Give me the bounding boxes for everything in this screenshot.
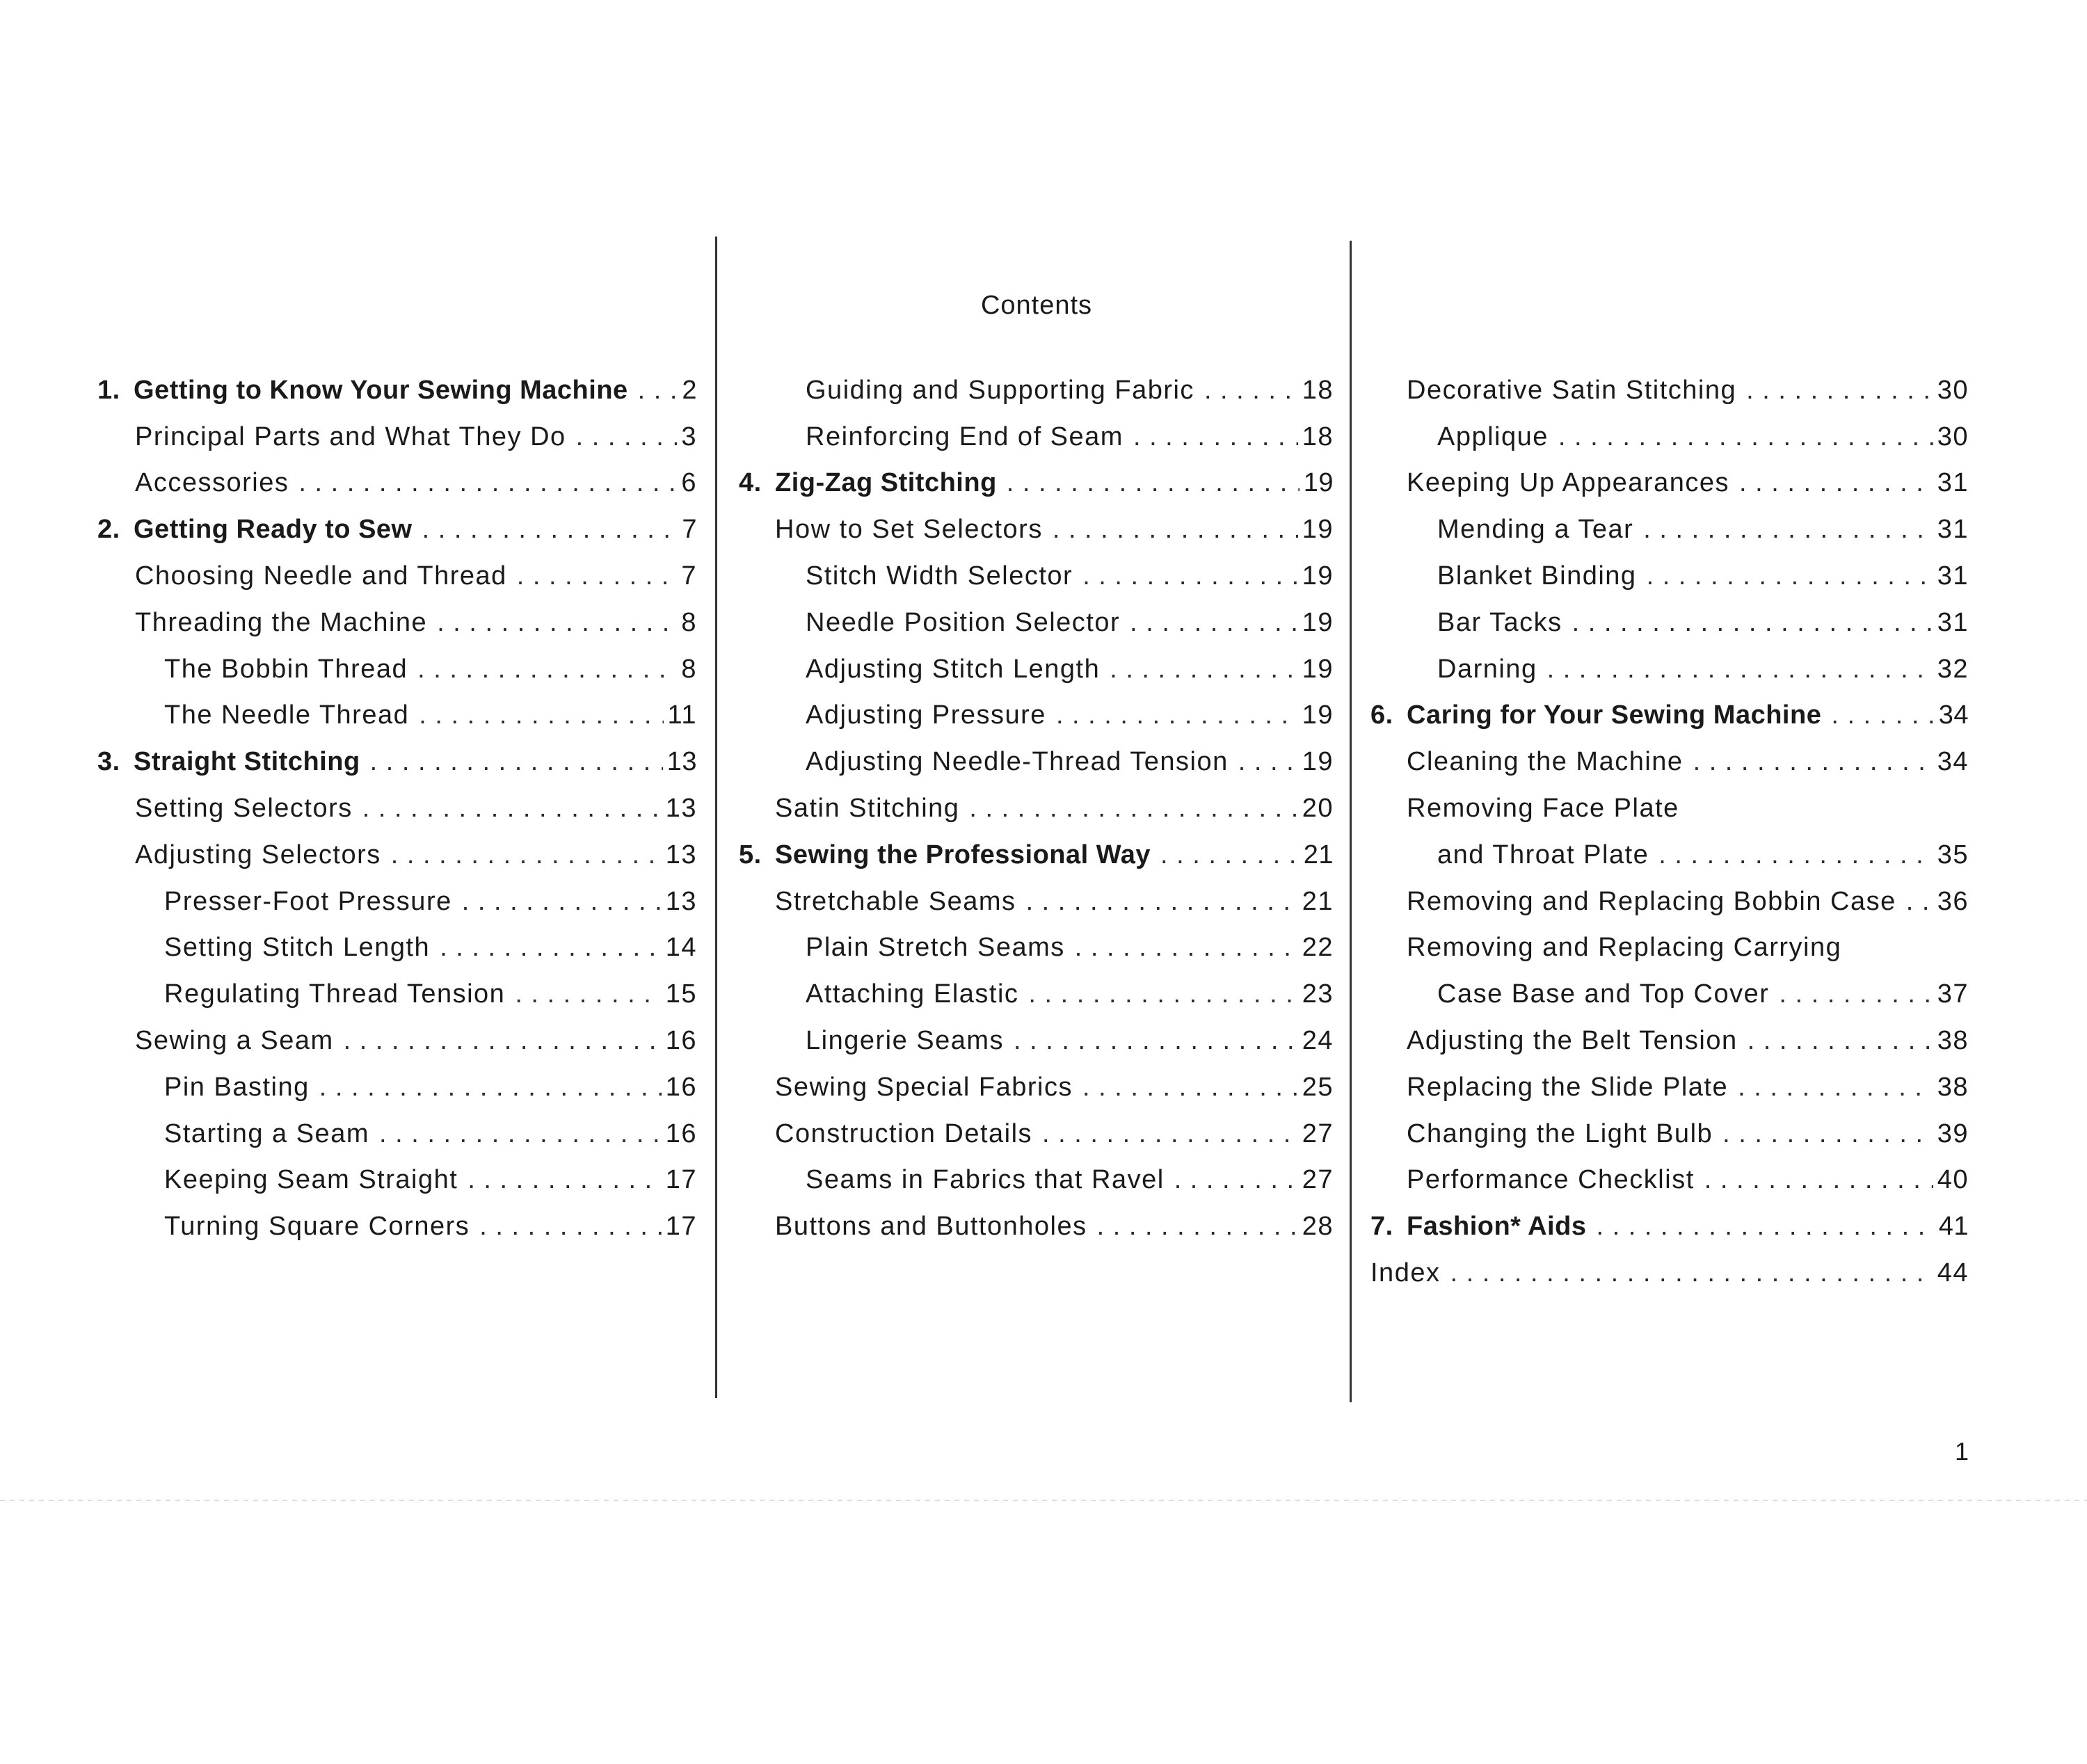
toc-entry-title: Adjusting Pressure bbox=[806, 700, 1046, 730]
toc-entry bbox=[97, 1018, 697, 1064]
toc-entry bbox=[1370, 460, 1969, 507]
toc-entry-page: 6 bbox=[681, 468, 697, 498]
toc-entry bbox=[1370, 971, 1969, 1018]
dot-leader bbox=[1643, 515, 1933, 545]
toc-entry bbox=[97, 1111, 697, 1157]
toc-entry bbox=[739, 832, 1334, 879]
dot-leader bbox=[1906, 887, 1933, 917]
dot-leader bbox=[344, 1026, 662, 1056]
dot-leader bbox=[1596, 1212, 1934, 1242]
toc-entry-page: 13 bbox=[665, 886, 697, 916]
toc-entry bbox=[739, 1018, 1334, 1064]
toc-entry-page: 34 bbox=[1938, 700, 1969, 730]
toc-entry bbox=[1370, 1203, 1969, 1250]
toc-entry-page: 16 bbox=[665, 1026, 697, 1056]
toc-entry-page: 22 bbox=[1302, 933, 1334, 963]
toc-entry-title: Lingerie Seams bbox=[806, 1026, 1005, 1056]
toc-entry bbox=[739, 414, 1334, 460]
toc-entry-number: 7. bbox=[1370, 1212, 1393, 1242]
dot-leader bbox=[1056, 700, 1298, 730]
toc-entry bbox=[1370, 739, 1969, 785]
dot-leader bbox=[1572, 608, 1933, 638]
toc-entry-title: Zig-Zag Stitching bbox=[775, 468, 997, 498]
toc-entry bbox=[739, 1111, 1334, 1157]
dot-leader bbox=[1082, 1073, 1298, 1102]
toc-entry-title: Sewing the Professional Way bbox=[775, 840, 1151, 869]
toc-entry-title: Accessories bbox=[135, 468, 289, 498]
toc-entry-page: 18 bbox=[1302, 375, 1334, 405]
dot-leader bbox=[1075, 933, 1298, 963]
toc-entry-title: Bar Tacks bbox=[1437, 607, 1562, 637]
toc-entry-title: Adjusting Needle-Thread Tension bbox=[806, 747, 1229, 777]
toc-entry-title: Setting Selectors bbox=[135, 794, 353, 824]
toc-entry bbox=[1370, 925, 1969, 972]
dot-leader bbox=[419, 700, 663, 730]
toc-entry-title: Darning bbox=[1437, 654, 1537, 684]
toc-entry-page: 44 bbox=[1937, 1258, 1969, 1288]
toc-entry bbox=[739, 367, 1334, 414]
toc-entry-page: 30 bbox=[1937, 375, 1969, 405]
toc-entry-page: 23 bbox=[1302, 979, 1334, 1009]
toc-entry-title: The Needle Thread bbox=[164, 700, 410, 730]
dot-leader bbox=[362, 794, 662, 824]
toc-entry-title: Needle Position Selector bbox=[806, 607, 1121, 637]
dot-leader bbox=[1748, 1026, 1933, 1056]
toc-entry bbox=[739, 460, 1334, 507]
toc-entry-page: 19 bbox=[1302, 607, 1334, 637]
toc-entry-page: 32 bbox=[1937, 654, 1969, 684]
toc-entry-title: Changing the Light Bulb bbox=[1407, 1118, 1713, 1148]
dot-leader bbox=[1739, 468, 1933, 498]
toc-entry-title: Removing and Replacing Bobbin Case bbox=[1407, 886, 1896, 916]
column-divider-left bbox=[715, 236, 717, 1398]
dot-leader bbox=[1738, 1073, 1933, 1102]
toc-entry-page: 38 bbox=[1937, 1026, 1969, 1056]
dot-leader bbox=[1831, 700, 1934, 730]
toc-entry-page: 16 bbox=[665, 1072, 697, 1102]
toc-entry-page: 35 bbox=[1937, 840, 1969, 869]
toc-entry bbox=[739, 553, 1334, 600]
toc-entry bbox=[1370, 553, 1969, 600]
toc-entry-title: Blanket Binding bbox=[1437, 561, 1637, 591]
toc-entry bbox=[1370, 1064, 1969, 1111]
toc-entry-title: Threading the Machine bbox=[135, 607, 428, 637]
toc-entry-title: Stretchable Seams bbox=[775, 886, 1016, 916]
toc-entry bbox=[97, 879, 697, 925]
toc-entry-title: Straight Stitching bbox=[134, 747, 360, 777]
toc-entry bbox=[1370, 879, 1969, 925]
toc-entry-page: 17 bbox=[665, 1212, 697, 1242]
dot-leader bbox=[1042, 1119, 1298, 1149]
toc-entry-title: Sewing a Seam bbox=[135, 1026, 334, 1056]
toc-entry-page: 41 bbox=[1938, 1212, 1969, 1242]
dot-leader bbox=[1160, 840, 1300, 870]
dot-leader bbox=[1130, 608, 1298, 638]
toc-entry-title: Caring for Your Sewing Machine bbox=[1407, 700, 1822, 730]
toc-entry-page: 21 bbox=[1303, 840, 1334, 869]
dot-leader bbox=[1238, 747, 1298, 777]
toc-entry-number: 1. bbox=[97, 375, 120, 405]
toc-entry-title: Starting a Seam bbox=[164, 1118, 369, 1148]
toc-entry-title: Buttons and Buttonholes bbox=[775, 1212, 1087, 1242]
dot-leader bbox=[298, 468, 677, 498]
toc-entry-page: 2 bbox=[682, 375, 697, 405]
toc-entry bbox=[1370, 1111, 1969, 1157]
toc-entry-page: 14 bbox=[665, 933, 697, 963]
toc-entry-page: 19 bbox=[1302, 747, 1334, 777]
toc-entry-title: Mending a Tear bbox=[1437, 515, 1634, 545]
dot-leader bbox=[1014, 1026, 1298, 1056]
toc-entry bbox=[739, 785, 1334, 832]
toc-entry-title: Applique bbox=[1437, 422, 1549, 451]
toc-entry-page: 11 bbox=[667, 700, 697, 730]
toc-entry-title: Attaching Elastic bbox=[806, 979, 1019, 1009]
toc-entry bbox=[739, 693, 1334, 739]
toc-entry bbox=[739, 1064, 1334, 1111]
scan-artifact-line bbox=[0, 1500, 2087, 1501]
toc-entry bbox=[97, 1157, 697, 1204]
toc-entry-title: Keeping Up Appearances bbox=[1407, 468, 1729, 498]
page-number: 1 bbox=[1955, 1437, 1969, 1466]
dot-leader bbox=[1028, 979, 1297, 1009]
toc-column-1 bbox=[97, 367, 697, 1250]
toc-entry-title: Seams in Fabrics that Ravel bbox=[806, 1165, 1165, 1195]
toc-entry bbox=[739, 739, 1334, 785]
toc-entry-page: 31 bbox=[1937, 515, 1969, 545]
toc-entry bbox=[97, 785, 697, 832]
dot-leader bbox=[1053, 515, 1298, 545]
toc-entry bbox=[97, 925, 697, 972]
toc-entry-title: Removing and Replacing Carrying bbox=[1407, 933, 1842, 963]
toc-entry-page: 30 bbox=[1937, 422, 1969, 451]
toc-entry-page: 16 bbox=[665, 1118, 697, 1148]
toc-entry-title: Adjusting Stitch Length bbox=[806, 654, 1101, 684]
toc-entry bbox=[1370, 832, 1969, 879]
toc-entry bbox=[1370, 506, 1969, 553]
toc-entry bbox=[97, 693, 697, 739]
toc-entry-page: 36 bbox=[1937, 886, 1969, 916]
toc-entry-page: 20 bbox=[1302, 794, 1334, 824]
dot-leader bbox=[1722, 1119, 1933, 1149]
toc-entry-page: 8 bbox=[681, 607, 697, 637]
toc-entry-title: Getting to Know Your Sewing Machine bbox=[134, 375, 628, 405]
toc-entry-page: 21 bbox=[1302, 886, 1334, 916]
toc-entry-title: Reinforcing End of Seam bbox=[806, 422, 1124, 451]
dot-leader bbox=[1647, 561, 1933, 591]
toc-entry-title: Keeping Seam Straight bbox=[164, 1165, 458, 1195]
dot-leader bbox=[1558, 422, 1933, 452]
toc-entry bbox=[1370, 414, 1969, 460]
toc-entry-title: Removing Face Plate bbox=[1407, 794, 1679, 824]
dot-leader bbox=[319, 1073, 662, 1102]
toc-entry-title: Adjusting the Belt Tension bbox=[1407, 1026, 1738, 1056]
toc-entry bbox=[1370, 600, 1969, 646]
toc-entry-title: Case Base and Top Cover bbox=[1437, 979, 1770, 1009]
toc-entry-page: 19 bbox=[1302, 700, 1334, 730]
toc-entry-page: 17 bbox=[665, 1165, 697, 1195]
toc-entry-number: 3. bbox=[97, 747, 120, 777]
dot-leader bbox=[1026, 887, 1298, 917]
toc-entry bbox=[739, 600, 1334, 646]
dot-leader bbox=[1133, 422, 1298, 452]
toc-entry-title: Sewing Special Fabrics bbox=[775, 1072, 1073, 1102]
dot-leader bbox=[467, 1165, 661, 1195]
toc-entry-page: 7 bbox=[681, 561, 697, 591]
toc-entry-number: 4. bbox=[739, 468, 762, 498]
dot-leader bbox=[1110, 655, 1298, 684]
toc-entry-page: 19 bbox=[1303, 468, 1334, 498]
toc-entry bbox=[97, 600, 697, 646]
toc-entry-title: Setting Stitch Length bbox=[164, 933, 431, 963]
dot-leader bbox=[462, 887, 662, 917]
toc-entry bbox=[97, 832, 697, 879]
toc-entry-page: 13 bbox=[665, 794, 697, 824]
toc-entry-title: Presser-Foot Pressure bbox=[164, 886, 452, 916]
dot-leader bbox=[1704, 1165, 1933, 1195]
toc-entry bbox=[97, 646, 697, 693]
dot-leader bbox=[1082, 561, 1298, 591]
toc-entry-title: Pin Basting bbox=[164, 1072, 310, 1102]
page-title: Contents bbox=[980, 291, 1093, 320]
toc-entry-page: 27 bbox=[1302, 1118, 1334, 1148]
toc-entry bbox=[97, 414, 697, 460]
toc-entry-title: Decorative Satin Stitching bbox=[1407, 375, 1737, 405]
toc-entry-page: 28 bbox=[1302, 1212, 1334, 1242]
dot-leader bbox=[479, 1212, 661, 1242]
toc-entry bbox=[97, 506, 697, 553]
toc-entry-page: 8 bbox=[681, 654, 697, 684]
toc-entry-title: and Throat Plate bbox=[1437, 840, 1649, 869]
toc-entry bbox=[97, 739, 697, 785]
toc-column-3 bbox=[1370, 367, 1969, 1297]
toc-entry-page: 3 bbox=[681, 422, 697, 451]
toc-entry bbox=[739, 1203, 1334, 1250]
toc-entry-page: 37 bbox=[1937, 979, 1969, 1009]
toc-entry-title: Plain Stretch Seams bbox=[806, 933, 1065, 963]
toc-entry bbox=[739, 506, 1334, 553]
toc-entry bbox=[1370, 1157, 1969, 1204]
toc-entry bbox=[1370, 693, 1969, 739]
toc-entry bbox=[97, 1203, 697, 1250]
dot-leader bbox=[638, 376, 678, 406]
dot-leader bbox=[440, 933, 662, 963]
toc-entry bbox=[97, 367, 697, 414]
toc-entry-page: 27 bbox=[1302, 1165, 1334, 1195]
dot-leader bbox=[437, 608, 677, 638]
toc-entry bbox=[739, 971, 1334, 1018]
toc-entry-page: 19 bbox=[1302, 654, 1334, 684]
toc-entry-page: 13 bbox=[666, 747, 697, 777]
dot-leader bbox=[1693, 747, 1933, 777]
dot-leader bbox=[1097, 1212, 1298, 1242]
toc-entry bbox=[97, 971, 697, 1018]
toc-entry-page: 25 bbox=[1302, 1072, 1334, 1102]
toc-entry-title: Satin Stitching bbox=[775, 794, 960, 824]
column-divider-right bbox=[1350, 241, 1352, 1402]
toc-entry-page: 7 bbox=[682, 515, 697, 545]
toc-entry-title: Performance Checklist bbox=[1407, 1165, 1695, 1195]
toc-column-2 bbox=[739, 367, 1334, 1250]
toc-entry bbox=[739, 1157, 1334, 1204]
toc-entry-title: Index bbox=[1370, 1258, 1441, 1288]
toc-entry bbox=[739, 879, 1334, 925]
toc-entry-number: 6. bbox=[1370, 700, 1393, 730]
dot-leader bbox=[1547, 655, 1933, 684]
toc-entry-page: 34 bbox=[1937, 747, 1969, 777]
toc-entry-title: Turning Square Corners bbox=[164, 1212, 470, 1242]
toc-entry-title: Replacing the Slide Plate bbox=[1407, 1072, 1729, 1102]
toc-entry-page: 19 bbox=[1302, 515, 1334, 545]
toc-entry-title: Principal Parts and What They Do bbox=[135, 422, 566, 451]
toc-entry-title: Guiding and Supporting Fabric bbox=[806, 375, 1194, 405]
toc-entry bbox=[97, 460, 697, 507]
toc-entry-title: How to Set Selectors bbox=[775, 515, 1043, 545]
toc-entry-page: 40 bbox=[1937, 1165, 1969, 1195]
toc-entry bbox=[1370, 785, 1969, 832]
toc-entry bbox=[1370, 367, 1969, 414]
dot-leader bbox=[391, 840, 662, 870]
toc-entry-title: Getting Ready to Sew bbox=[134, 515, 413, 545]
toc-entry-title: Regulating Thread Tension bbox=[164, 979, 506, 1009]
dot-leader bbox=[515, 979, 661, 1009]
toc-entry-number: 5. bbox=[739, 840, 762, 869]
toc-entry-page: 19 bbox=[1302, 561, 1334, 591]
toc-entry bbox=[739, 925, 1334, 972]
toc-entry-page: 31 bbox=[1937, 468, 1969, 498]
dot-leader bbox=[1658, 840, 1933, 870]
toc-entry-number: 2. bbox=[97, 515, 120, 545]
dot-leader bbox=[1174, 1165, 1298, 1195]
dot-leader bbox=[576, 422, 678, 452]
toc-entry bbox=[1370, 1250, 1969, 1297]
toc-entry-page: 15 bbox=[665, 979, 697, 1009]
toc-entry-title: Choosing Needle and Thread bbox=[135, 561, 507, 591]
dot-leader bbox=[379, 1119, 662, 1149]
dot-leader bbox=[969, 794, 1297, 824]
toc-entry bbox=[1370, 646, 1969, 693]
dot-leader bbox=[1450, 1258, 1933, 1288]
dot-leader bbox=[1204, 376, 1298, 406]
toc-entry-page: 38 bbox=[1937, 1072, 1969, 1102]
dot-leader bbox=[517, 561, 678, 591]
dot-leader bbox=[1779, 979, 1933, 1009]
toc-entry-page: 13 bbox=[665, 840, 697, 869]
dot-leader bbox=[422, 515, 678, 545]
toc-entry-title: Fashion* Aids bbox=[1407, 1212, 1587, 1242]
toc-entry-title: Stitch Width Selector bbox=[806, 561, 1073, 591]
toc-entry bbox=[1370, 1018, 1969, 1064]
toc-entry-title: Cleaning the Machine bbox=[1407, 747, 1684, 777]
toc-entry-title: Adjusting Selectors bbox=[135, 840, 381, 869]
toc-entry bbox=[97, 553, 697, 600]
dot-leader bbox=[370, 747, 663, 777]
toc-entry bbox=[739, 646, 1334, 693]
toc-entry-title: The Bobbin Thread bbox=[164, 654, 408, 684]
toc-entry-page: 39 bbox=[1937, 1118, 1969, 1148]
toc-entry bbox=[97, 1064, 697, 1111]
toc-entry-page: 31 bbox=[1937, 561, 1969, 591]
toc-entry-title: Construction Details bbox=[775, 1118, 1033, 1148]
dot-leader bbox=[1746, 376, 1933, 406]
toc-entry-page: 18 bbox=[1302, 422, 1334, 451]
dot-leader bbox=[417, 655, 677, 684]
dot-leader bbox=[1007, 468, 1300, 498]
toc-entry-page: 24 bbox=[1302, 1026, 1334, 1056]
toc-entry-page: 31 bbox=[1937, 607, 1969, 637]
